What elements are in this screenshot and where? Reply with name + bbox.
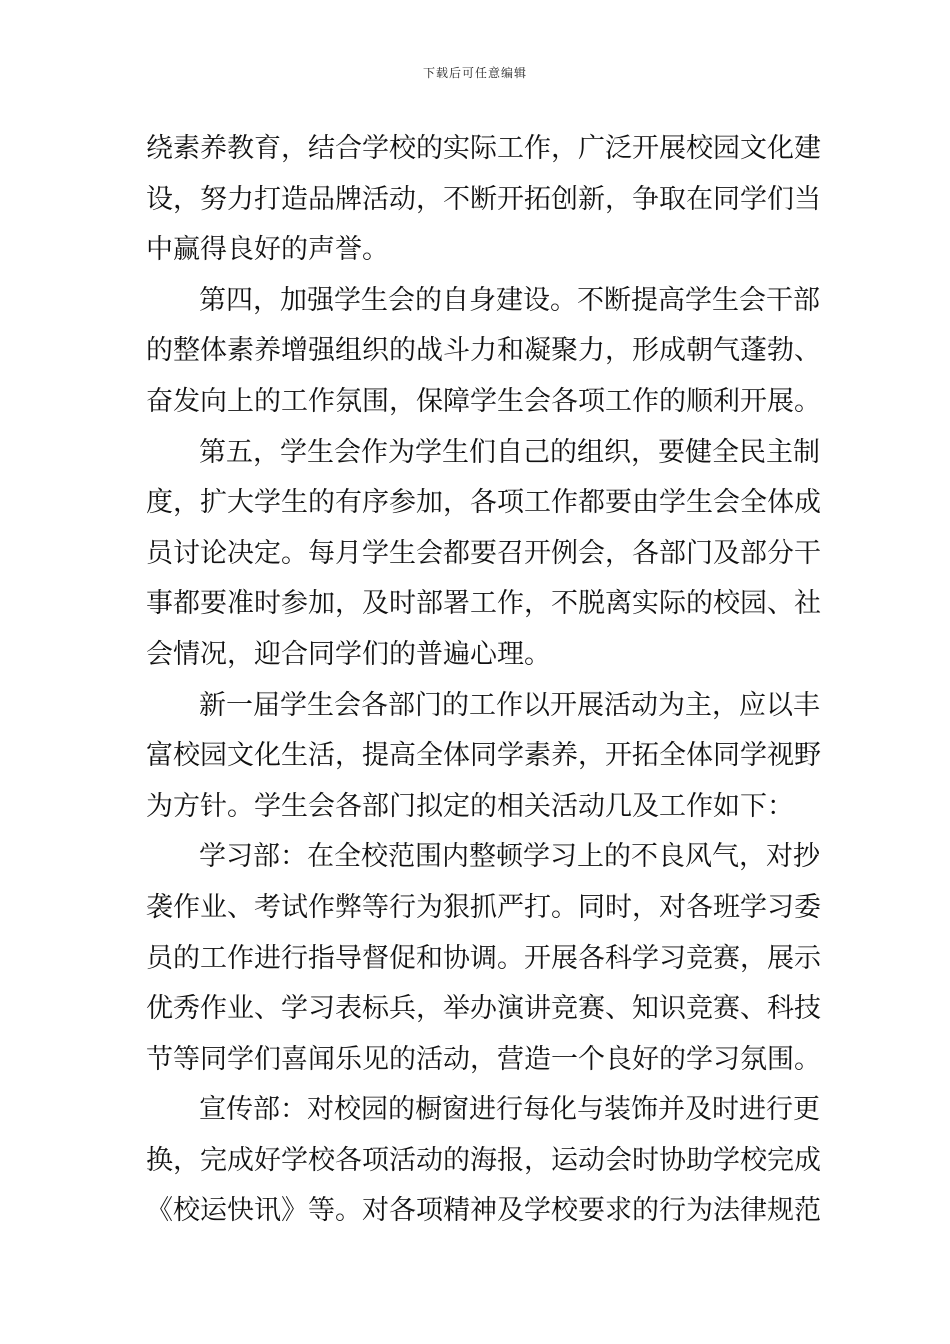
text-line: 换，完成好学校各项活动的海报，运动会时协助学校完成 <box>146 1144 821 1176</box>
paragraph-first-line: 宣传部：对校园的橱窗进行每化与装饰并及时进行更 <box>199 1094 820 1126</box>
text-line: 员的工作进行指导督促和协调。开展各科学习竞赛，展示 <box>146 942 821 974</box>
text-line: 度，扩大学生的有序参加，各项工作都要由学生会全体成 <box>146 487 821 519</box>
text-line: 绕素养教育，结合学校的实际工作，广泛开展校园文化建 <box>146 133 821 164</box>
text-line: 的整体素养增强组织的战斗力和凝聚力，形成朝气蓬勃、 <box>146 335 821 367</box>
text-line: 中赢得良好的声誉。 <box>146 234 389 266</box>
text-line: 会情况，迎合同学们的普遍心理。 <box>146 638 551 670</box>
text-line: 优秀作业、学习表标兵，举办演讲竞赛、知识竞赛、科技 <box>146 993 821 1025</box>
paragraph-first-line: 第四，加强学生会的自身建设。不断提高学生会干部 <box>199 284 820 316</box>
text-line: 为方针。学生会各部门拟定的相关活动几及工作如下： <box>146 790 794 822</box>
paragraph-first-line: 新一届学生会各部门的工作以开展活动为主，应以丰 <box>199 689 820 721</box>
text-line: 事都要准时参加，及时部署工作，不脱离实际的校园、社 <box>146 588 821 620</box>
text-line: 设，努力打造品牌活动，不断开拓创新，争取在同学们当 <box>146 183 821 215</box>
paragraph-first-line: 学习部：在全校范围内整顿学习上的不良风气，对抄 <box>199 841 820 873</box>
text-line: 富校园文化生活，提高全体同学素养，开拓全体同学视野 <box>146 740 821 772</box>
text-line: 《校运快讯》等。对各项精神及学校要求的行为法律规范 <box>146 1195 821 1227</box>
text-line: 节等同学们喜闻乐见的活动，营造一个良好的学习氛围。 <box>146 1043 821 1075</box>
text-line: 员讨论决定。每月学生会都要召开例会，各部门及部分干 <box>146 537 821 569</box>
text-line: 奋发向上的工作氛围，保障学生会各项工作的顺利开展。 <box>146 385 821 417</box>
paragraph-first-line: 第五，学生会作为学生们自己的组织，要健全民主制 <box>199 436 820 468</box>
page-header: 下载后可任意编辑 <box>422 66 527 80</box>
text-line: 袭作业、考试作弊等行为狠抓严打。同时，对各班学习委 <box>146 891 821 923</box>
body-text <box>146 124 821 1237</box>
